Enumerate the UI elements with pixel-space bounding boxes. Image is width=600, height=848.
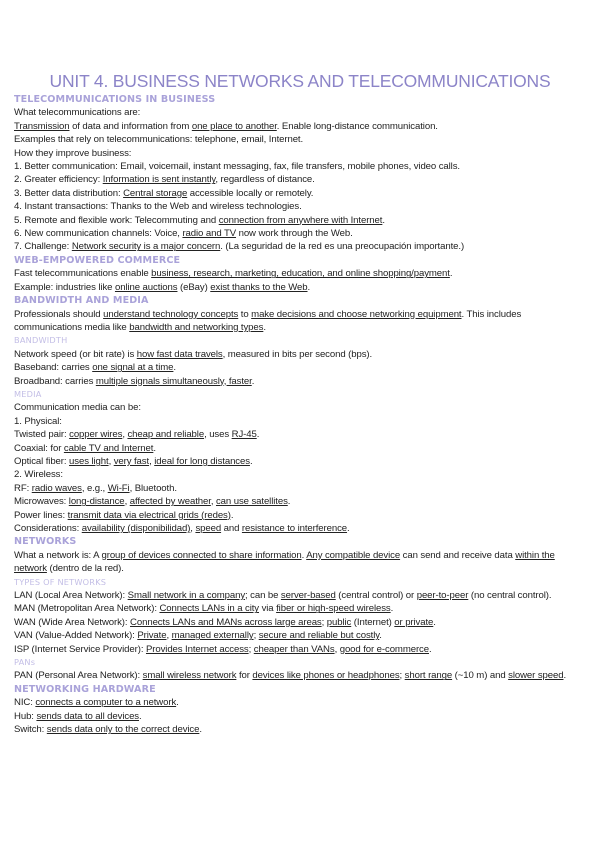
text-run: .	[428, 643, 432, 655]
text-run: , measured in bits per second (bps).	[222, 348, 373, 360]
underlined-text: very fast	[113, 455, 150, 467]
text-run: Baseband: carries	[14, 362, 93, 374]
text-run: .	[230, 509, 234, 521]
text-run: Optical fiber:	[14, 455, 70, 467]
text-run: What a network is: A	[14, 549, 102, 561]
underlined-text: good for e-commerce	[339, 643, 429, 655]
text-run: Professionals should	[14, 308, 104, 320]
text-run: (dentro de la red).	[46, 563, 124, 575]
section-heading-telecom: TELECOMMUNICATIONS IN BUSINESS	[14, 94, 216, 105]
underlined-text: connection from anywhere with Internet	[218, 214, 383, 226]
subheading-types: TYPES OF NETWORKS	[14, 576, 107, 587]
text-run: .	[199, 724, 202, 736]
text-run: , uses	[204, 429, 232, 441]
underlined-text: Small network in a company	[127, 590, 246, 602]
underlined-text: business, research, marketing, education, and online shopping/payment	[151, 268, 450, 280]
underlined-text: cable TV and Internet	[63, 442, 154, 454]
text-run: (central control) or	[335, 590, 417, 602]
underlined-text: server-based	[280, 590, 336, 602]
text-run: .	[449, 268, 453, 280]
text-run: Power lines:	[14, 509, 68, 521]
section-heading-hardware: NETWORKING HARDWARE	[14, 683, 156, 695]
text-line: 1. Physical:	[14, 415, 62, 427]
underlined-text: Private	[137, 630, 167, 642]
text-run: 5. Remote and flexible work: Telecommuting and	[14, 214, 219, 226]
text-line-hub	[14, 710, 586, 723]
list-item	[14, 240, 586, 253]
underlined-text: make decisions and choose networking equipment	[251, 308, 462, 320]
underlined-text: devices like phones or headphones	[252, 670, 400, 682]
paragraph	[14, 308, 586, 335]
text-run: can send and receive data	[400, 549, 516, 561]
text-run: Hub:	[14, 710, 37, 722]
underlined-text: uses light	[69, 455, 109, 467]
text-line-switch	[14, 723, 586, 736]
underlined-text: fiber or high-speed wireless	[276, 603, 391, 615]
underlined-text: one place to another	[191, 120, 277, 132]
text-line	[14, 361, 586, 374]
text-line	[14, 442, 586, 455]
text-line-pan	[14, 669, 586, 682]
underlined-text: exist thanks to the Web	[210, 281, 308, 293]
underlined-text: understand technology concepts	[103, 308, 239, 320]
text-run: , Bluetooth.	[129, 482, 177, 494]
text-run: ISP (Internet Service Provider):	[14, 643, 146, 655]
text-run: .	[390, 603, 394, 615]
text-run: 3. Better data distribution:	[14, 187, 124, 199]
underlined-text: radio and TV	[182, 228, 237, 240]
underlined-text: sends data to all devices	[36, 710, 140, 722]
underlined-text: managed externally	[171, 630, 254, 642]
underlined-text: or private	[394, 616, 434, 628]
underlined-text: small wireless network	[142, 670, 237, 682]
text-run: (eBay)	[177, 281, 211, 293]
underlined-text: RJ-45	[231, 429, 257, 441]
text-run: ,	[166, 630, 172, 642]
underlined-text: bandwidth and networking types	[129, 321, 264, 333]
underlined-text: speed	[195, 523, 222, 534]
text-run: (no central control).	[468, 590, 552, 602]
subheading-pans: PANs	[14, 657, 36, 668]
text-run: .	[251, 375, 255, 387]
text-run: .	[249, 455, 253, 467]
list-item	[14, 173, 586, 186]
underlined-text: one signal at a time	[92, 362, 174, 374]
underlined-text: short range	[404, 670, 453, 682]
underlined-text: slower speed	[508, 670, 564, 682]
underlined-text: copper wires	[69, 429, 123, 441]
subheading-bandwidth: BANDWIDTH	[14, 335, 68, 346]
text-line: What telecommunications are:	[14, 107, 141, 119]
underlined-text: Network security is a major concern	[71, 241, 221, 253]
text-run: Microwaves:	[14, 496, 69, 508]
text-run: .	[301, 549, 307, 561]
text-run: LAN (Local Area Network):	[14, 590, 128, 602]
subheading-media: MEDIA	[14, 388, 42, 399]
underlined-text: availability (disponibilidad)	[81, 523, 191, 534]
underlined-text: online auctions	[114, 281, 178, 293]
document-body	[14, 70, 586, 737]
text-run: Considerations:	[14, 523, 82, 534]
text-line: 2. Wireless:	[14, 469, 63, 481]
text-line: Examples that rely on telecommunications: telephone, email, Internet.	[14, 134, 304, 146]
text-line	[14, 482, 586, 495]
text-line: How they improve business:	[14, 147, 132, 159]
text-run: Example: industries like	[14, 281, 115, 293]
underlined-text: Connects LANs in a city	[159, 603, 259, 615]
text-run: and	[221, 523, 242, 534]
text-run: ,	[210, 496, 216, 508]
list-item	[14, 227, 586, 240]
text-run: .	[256, 429, 260, 441]
underlined-text: within the network	[14, 549, 555, 575]
text-run: VAN (Value-Added Network):	[14, 630, 138, 642]
text-run: . (La seguridad de la red es una preocupación importante.)	[220, 241, 465, 253]
text-line	[14, 267, 586, 280]
underlined-text: connects a computer to a network	[35, 697, 177, 709]
text-line-lan	[14, 589, 586, 602]
text-run: now work through the Web.	[236, 228, 353, 240]
underlined-text: ideal for long distances	[154, 455, 250, 467]
text-run: MAN (Metropolitan Area Network):	[14, 603, 160, 615]
text-line-man	[14, 602, 586, 615]
text-run: Coaxial: for	[14, 442, 64, 454]
text-line	[14, 522, 586, 535]
underlined-text: public	[326, 616, 352, 628]
text-run: ,	[334, 643, 340, 655]
text-run: ; can be	[245, 590, 281, 602]
underlined-text: secure and reliable but costly	[258, 630, 380, 642]
text-run: .	[263, 321, 266, 333]
text-run: (~10 m) and	[452, 670, 509, 682]
text-run: of data and information from	[69, 120, 192, 132]
text-run: ,	[190, 523, 196, 534]
underlined-text: transmit data via electrical grids (redes)	[67, 509, 231, 521]
text-run: RF:	[14, 482, 32, 494]
paragraph	[14, 549, 586, 576]
text-run: WAN (Wide Area Network):	[14, 616, 131, 628]
text-run: .	[382, 214, 385, 226]
text-line	[14, 495, 586, 508]
underlined-text: cheaper than VANs	[253, 643, 335, 655]
text-line-isp	[14, 643, 586, 656]
page-title: UNIT 4. BUSINESS NETWORKS AND TELECOMMUNICATIONS	[49, 71, 551, 91]
text-run: .	[153, 442, 156, 454]
text-run: to	[238, 308, 252, 320]
text-run: 2. Greater efficiency:	[14, 174, 103, 186]
text-run: for	[236, 670, 253, 682]
text-run: Broadband: carries	[14, 375, 96, 387]
underlined-text: Wi-Fi	[107, 482, 130, 494]
text-run: , regardless of distance.	[215, 174, 315, 186]
text-run: . This includes communications media like	[14, 308, 522, 333]
text-run: .	[433, 616, 436, 628]
list-item: 4. Instant transactions: Thanks to the Web and wireless technologies.	[14, 201, 302, 213]
text-run: . Enable long-distance communication.	[276, 120, 438, 132]
list-item: 1. Better communication: Email, voicemail, instant messaging, fax, file transfers, mobile phones, video calls.	[14, 161, 460, 173]
text-run: .	[287, 496, 291, 508]
text-run: Fast telecommunications enable	[14, 268, 152, 280]
text-line	[14, 455, 586, 468]
text-line	[14, 281, 586, 294]
text-run: ;	[321, 616, 327, 628]
text-run: .	[307, 281, 311, 293]
text-run: via	[259, 603, 277, 615]
underlined-text: Provides Internet access	[145, 643, 249, 655]
text-run: accessible locally or remotely.	[187, 187, 314, 199]
text-run: NIC:	[14, 697, 36, 709]
underlined-text: sends data only to the correct device	[46, 724, 200, 736]
text-line	[14, 120, 586, 133]
text-run: ;	[253, 630, 259, 642]
text-line	[14, 348, 586, 361]
text-run: ;	[399, 670, 405, 682]
underlined-text: how fast data travels	[136, 348, 223, 360]
text-run: .	[176, 697, 179, 709]
underlined-text: Information is sent instantly	[102, 174, 216, 186]
text-line: Communication media can be:	[14, 402, 141, 414]
underlined-text: long-distance	[68, 496, 125, 508]
text-line	[14, 428, 586, 441]
underlined-text: affected by weather	[129, 496, 211, 508]
underlined-text: cheap and reliable	[127, 429, 205, 441]
text-line	[14, 509, 586, 522]
text-run: (Internet)	[351, 616, 395, 628]
text-run: ,	[108, 455, 114, 467]
text-run: Twisted pair:	[14, 429, 70, 441]
underlined-text: group of devices connected to share information	[101, 549, 302, 561]
text-run: .	[173, 362, 176, 374]
list-item	[14, 214, 586, 227]
underlined-text: resistance to interference	[241, 523, 348, 534]
text-run: Network speed (or bit rate) is	[14, 348, 137, 360]
text-run: 6. New communication channels: Voice,	[14, 228, 183, 240]
underlined-text: peer-to-peer	[416, 590, 469, 602]
underlined-text: Any compatible device	[306, 549, 401, 561]
underlined-text: multiple signals simultaneously, faster	[95, 375, 252, 387]
underlined-text: Transmission	[14, 120, 70, 132]
text-run: ,	[122, 429, 128, 441]
section-heading-networks: NETWORKS	[14, 536, 77, 548]
underlined-text: can use satellites	[215, 496, 288, 508]
text-run: ,	[124, 496, 130, 508]
text-line-nic	[14, 696, 586, 709]
list-item	[14, 187, 586, 200]
text-run: .	[379, 630, 382, 642]
section-heading-web: WEB-EMPOWERED COMMERCE	[14, 254, 181, 266]
text-line-wan	[14, 616, 586, 629]
underlined-text: radio waves	[31, 482, 82, 494]
text-run: ,	[149, 455, 155, 467]
text-line-van	[14, 629, 586, 642]
text-line	[14, 375, 586, 388]
text-run: Switch:	[14, 724, 47, 736]
text-run: .	[563, 670, 567, 682]
underlined-text: Connects LANs and MANs across large areas	[130, 616, 322, 628]
text-run: .	[347, 523, 350, 534]
text-run: PAN (Personal Area Network):	[14, 670, 143, 682]
text-run: 7. Challenge:	[14, 241, 72, 253]
underlined-text: Central storage	[123, 187, 188, 199]
text-run: , e.g.,	[81, 482, 108, 494]
section-heading-bandwidth: BANDWIDTH AND MEDIA	[14, 295, 149, 307]
text-run: ;	[248, 643, 254, 655]
text-run: .	[139, 710, 142, 722]
